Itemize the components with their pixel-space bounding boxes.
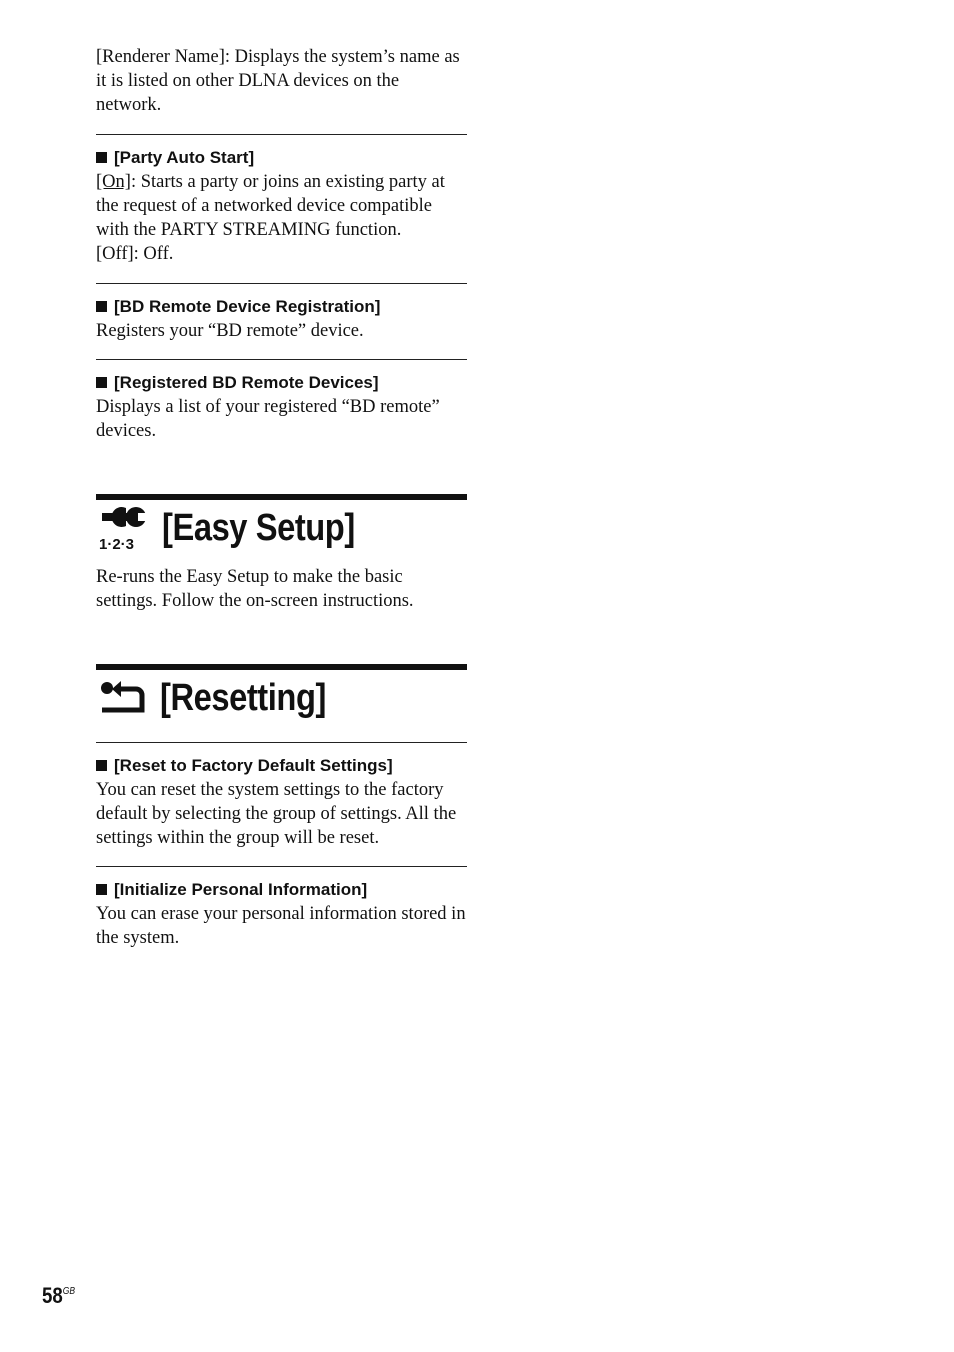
bd-remote-registration-block [96, 295, 467, 343]
page-number-value: 58 [42, 1283, 63, 1308]
registered-bd-remote-block [96, 371, 467, 443]
renderer-name-block [96, 45, 467, 117]
divider [96, 866, 467, 867]
bd-remote-registration-text: Registers your “BD remote” device. [96, 321, 364, 341]
easy-setup-title: 1·2·3 [Easy Setup] [96, 500, 386, 556]
easy-setup-block [96, 565, 467, 613]
page-number-suffix: GB [62, 1286, 76, 1297]
bd-remote-registration-heading: [BD Remote Device Registration] [96, 295, 467, 319]
page-number [42, 1283, 75, 1309]
reset-return-icon [98, 676, 148, 720]
initialize-personal-block [96, 878, 467, 950]
on-default-label: [On] [96, 172, 131, 192]
party-auto-start-off-text: [Off]: Off. [96, 244, 174, 264]
divider [96, 134, 467, 135]
resetting-title: [Resetting] [96, 670, 353, 726]
reset-factory-heading: [Reset to Factory Default Settings] [96, 754, 467, 778]
initialize-personal-heading: [Initialize Personal Information] [96, 878, 467, 902]
party-auto-start-on-text: [On]: Starts a party or joins an existing party at the request of a networked device compatible with the PARTY STREAMING function. [96, 172, 445, 240]
square-bullet-icon [96, 301, 107, 312]
reset-factory-block [96, 754, 467, 850]
party-auto-start-block [96, 146, 467, 266]
divider [96, 742, 467, 743]
square-bullet-icon [96, 760, 107, 771]
registered-bd-remote-heading: [Registered BD Remote Devices] [96, 371, 467, 395]
square-bullet-icon [96, 152, 107, 163]
wrench-1-2-3-icon [98, 504, 150, 552]
easy-setup-text: Re-runs the Easy Setup to make the basic settings. Follow the on-screen instructions. [96, 567, 414, 611]
divider [96, 359, 467, 360]
divider [96, 283, 467, 284]
reset-factory-text: You can reset the system settings to the factory default by selecting the group of settings. All the settings within the group will be reset. [96, 780, 457, 848]
initialize-personal-text: You can erase your personal information stored in the system. [96, 904, 466, 948]
square-bullet-icon [96, 884, 107, 895]
square-bullet-icon [96, 377, 107, 388]
registered-bd-remote-text: Displays a list of your registered “BD remote” devices. [96, 397, 440, 441]
renderer-name-text: [Renderer Name]: Displays the system’s name as it is listed on other DLNA devices on the network. [96, 47, 460, 115]
party-auto-start-heading: [Party Auto Start] [96, 146, 467, 170]
easy-setup-icon-label: 1·2·3 [99, 536, 135, 552]
